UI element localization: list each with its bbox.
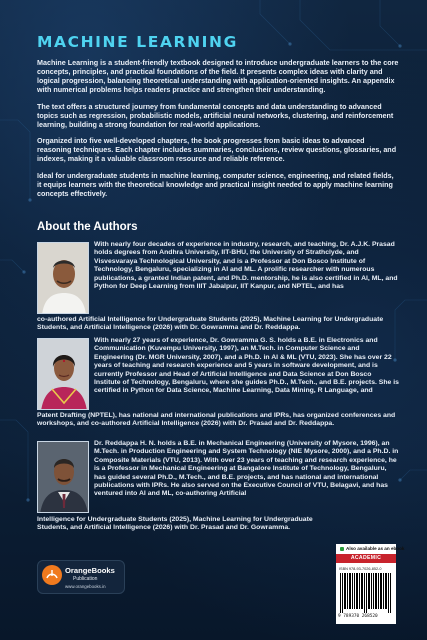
barcode-panel: [336, 544, 405, 624]
publisher-url: www.orangebooks.in: [65, 584, 106, 589]
author-bio: With nearly 27 years of experience, Dr. Gowramma G. S. holds a B.E. in Electronics and Communication (Kuvempu University, 1997), an M.Tech. in Computer Science and Engineering (Dr. MGR University, 2007), and a Ph.D. in AI & ML (VTU, 2023). She has over 22 years of teaching and research experience and 5 years in software development, and is currently Professor and Head of Artificial Intelligence and Data Science at Don Bosco Institute of Technology, Bengaluru, where she guides Ph.D., M.Tech., and B.E. projects. She is certified in Python for Data Science, Machine Learning, Data Mining, R Language, and: [94, 337, 399, 395]
author-bio-continued: Intelligence for Undergraduate Students (2025), Machine Learning for Undergraduate Students, and Artificial Intelligence (2026) with Dr. Prasad and Dr. Gowramma.: [37, 516, 313, 532]
author-photo: [37, 242, 89, 314]
ebook-icon: [340, 547, 344, 551]
author-bio: With nearly four decades of experience in industry, research, and teaching, Dr. A.J.K. Prasad holds degrees from Andhra University, IIT-BHU, the University of Strathclyde, and Visvesvaraya Technological University, and is a Professor at Don Bosco Institute of Technology, Bengaluru, specializing in AI and ML. A prolific researcher with numerous publications, a granted Indian patent, and Ph.D. mentorship, he is also certified in AI, ML, and Python for Deep Learning from IIIT Jabalpur, IIT Kanpur, and NPTEL, and has: [94, 241, 398, 291]
publisher-name: OrangeBooks: [65, 566, 115, 575]
book-description: [37, 58, 399, 205]
ebook-note: [340, 546, 404, 551]
description-paragraph: Organized into five well-developed chapters, the book progresses from basic ideas to advanced reasoning techniques. Each chapter includes summaries, conclusions, review questions, glossaries, and indexes, making it a valuable classroom resource and reliable reference.: [37, 136, 397, 164]
description-paragraph: Ideal for undergraduate students in machine learning, computer science, engineering, and related fields, it equips learners with the theoretical knowledge and practical insight needed to apply machine learning concepts effectively.: [37, 170, 394, 198]
barcode-icon: [339, 573, 393, 613]
about-authors-heading: About the Authors: [37, 221, 138, 233]
author-photo: [37, 338, 89, 410]
author-bio: Dr. Reddappa H. N. holds a B.E. in Mechanical Engineering (University of Mysore, 1996), an M.Tech. in Production Engineering and System Technology (NIE Mysore, 2000), and a Ph.D. in Composite Materials (VTU, 2013). With over 23 years of teaching and research experience, he is a Professor in Mechanical Engineering at Bangalore Institute of Technology, Bengaluru, has guided several Ph.D., M.Tech., and B.E. projects, and has national and international publications with IPRs. He also served on the Executive Council of VTU, Belagavi, and has ventured into AI and ML, co-authoring Artificial: [94, 440, 399, 498]
description-paragraph: Machine Learning is a student-friendly textbook designed to introduce undergraduate learners to the core concepts, principles, and practical foundations of the field. It presents complex ideas with clarity and logical progression, balancing theoretical understanding with application-oriented insights. An appendix with numerical problems helps readers practice and strengthen their understanding.: [37, 58, 399, 95]
ebook-note-text: Also available as an ebook: [346, 546, 405, 551]
author-photo: [37, 441, 89, 513]
publisher-logo: [37, 560, 125, 594]
author-bio-continued: Patent Drafting (NPTEL), has national and international publications and IPRs, has organized conferences and workshops, and co-authored Artificial Intelligence (2026) with Dr. Prasad and Dr. Reddappa.: [37, 412, 396, 428]
book-title: MACHINE LEARNING: [37, 33, 238, 51]
orangebooks-logo-icon: [42, 565, 62, 585]
description-paragraph: The text offers a structured journey from fundamental concepts and data understanding to advanced topics such as regression, probabilistic models, artificial neural networks, clustering, and reinforcement learning, building a strong foundation for real-world applications.: [37, 101, 394, 129]
publisher-subtitle: Publication: [73, 576, 98, 582]
author-bio-continued: co-authored Artificial Intelligence for Undergraduate Students (2025), Machine Learning for Undergraduate Students, and Artificial Intelligence (2026) with Dr. Gowramma and Dr. Reddappa.: [37, 316, 384, 332]
isbn-number: 9 789370 268520: [338, 614, 378, 619]
category-badge: ACADEMIC: [336, 554, 396, 563]
isbn-text: ISBN 978-93-7026-852-0: [339, 567, 382, 571]
